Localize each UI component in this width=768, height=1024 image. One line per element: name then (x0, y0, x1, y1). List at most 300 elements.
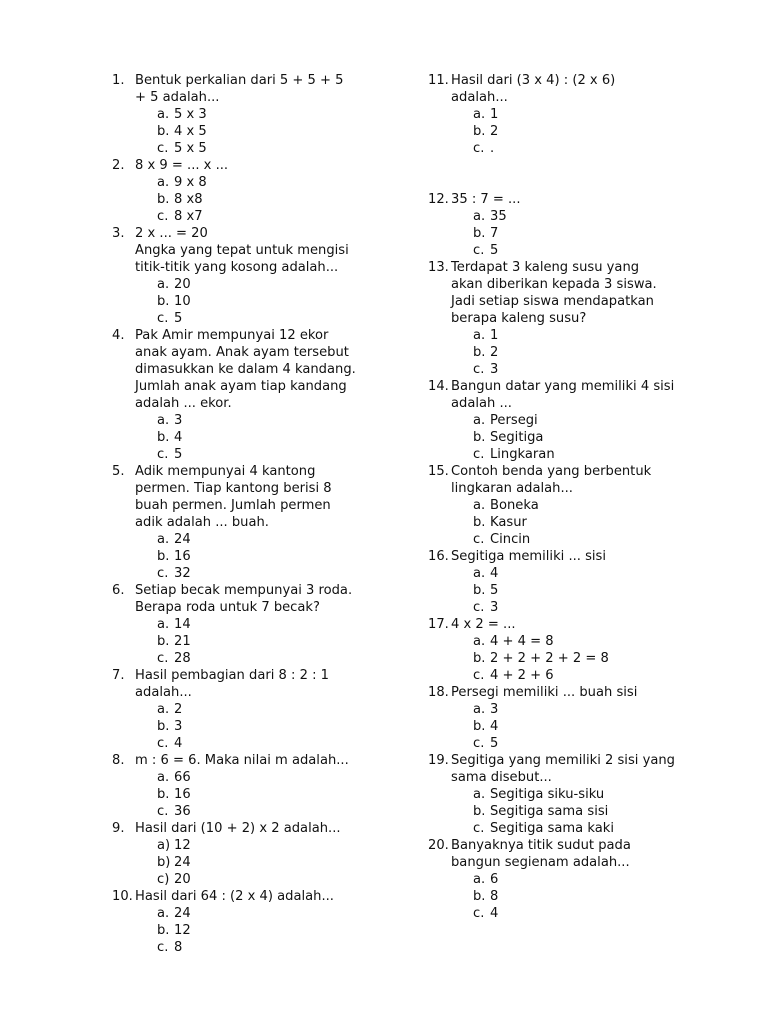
option-letter: b. (473, 651, 486, 666)
option-text: 5 x 3 (174, 107, 207, 122)
question-item (112, 327, 404, 463)
question-text-line: Hasil pembagian dari 8 : 2 : 1 (135, 668, 330, 683)
answer-options (473, 871, 728, 922)
answer-option (157, 633, 404, 650)
question-text-line: 4 x 2 = ... (451, 617, 516, 632)
option-letter: c. (473, 141, 485, 156)
option-text: 12 (174, 838, 191, 853)
question-number: 6. (112, 583, 125, 598)
option-text: 10 (174, 294, 191, 309)
answer-option (157, 565, 404, 582)
answer-option (473, 786, 728, 803)
question-text-line: Pak Amir mempunyai 12 ekor (135, 328, 329, 343)
question-number: 19. (428, 753, 449, 768)
question-text-line: Setiap becak mempunyai 3 roda. (135, 583, 353, 598)
option-letter: b. (473, 226, 486, 241)
question-stem (135, 582, 404, 616)
question-item (112, 752, 404, 820)
option-text: 9 x 8 (174, 175, 207, 190)
option-letter: a. (157, 413, 170, 428)
question-text-line: Bentuk perkalian dari 5 + 5 + 5 (135, 73, 344, 88)
answer-option (157, 106, 404, 123)
question-item (112, 820, 404, 888)
question-text-line: 2 x ... = 20 (135, 226, 208, 241)
question-stem (135, 667, 404, 701)
question-stem (451, 616, 728, 633)
option-letter: b. (473, 719, 486, 734)
question-stem (451, 72, 728, 106)
question-number: 14. (428, 379, 449, 394)
question-text-line: permen. Tiap kantong berisi 8 (135, 481, 332, 496)
answer-option (473, 514, 728, 531)
question-text-line: sama disebut... (451, 770, 552, 785)
option-text: 4 (174, 430, 183, 445)
question-number: 5. (112, 464, 125, 479)
option-letter: a. (157, 532, 170, 547)
answer-option (157, 718, 404, 735)
option-letter: c. (473, 532, 485, 547)
question-text-line: akan diberikan kepada 3 siswa. (451, 277, 657, 292)
question-item (112, 582, 404, 667)
option-text: 32 (174, 566, 191, 581)
option-letter: b. (473, 804, 486, 819)
option-text: Segitiga (490, 430, 544, 445)
option-text: 2 (490, 124, 499, 139)
answer-option (157, 854, 404, 871)
question-number: 13. (428, 260, 449, 275)
option-letter: c. (157, 804, 169, 819)
option-text: 3 (490, 702, 499, 717)
answer-option (157, 735, 404, 752)
answer-options (157, 412, 404, 463)
answer-option (157, 446, 404, 463)
question-item (112, 72, 404, 157)
option-letter: a. (157, 277, 170, 292)
option-text: 2 + 2 + 2 + 2 = 8 (490, 651, 609, 666)
option-text: 5 x 5 (174, 141, 207, 156)
option-letter: b. (473, 583, 486, 598)
question-stem (451, 463, 728, 497)
answer-option (473, 820, 728, 837)
option-text: 5 (174, 311, 183, 326)
question-item (428, 616, 728, 684)
answer-option (473, 633, 728, 650)
question-text-line: adalah ... (451, 396, 512, 411)
answer-option (157, 939, 404, 956)
option-text: 5 (490, 583, 499, 598)
option-letter: a. (157, 906, 170, 921)
option-text: 3 (490, 600, 499, 615)
right-column (428, 72, 728, 922)
option-text: 4 (490, 906, 499, 921)
question-text-line: dimasukkan ke dalam 4 kandang. (135, 362, 356, 377)
answer-option (473, 701, 728, 718)
question-text-line: Segitiga memiliki ... sisi (451, 549, 607, 564)
option-letter: a. (473, 107, 486, 122)
question-number: 11. (428, 73, 449, 88)
option-letter: a. (157, 770, 170, 785)
option-letter: c) (157, 872, 170, 887)
answer-option (157, 650, 404, 667)
option-text: 4 (490, 719, 499, 734)
question-text-line: adik adalah ... buah. (135, 515, 269, 530)
answer-option (157, 123, 404, 140)
option-text: 3 (490, 362, 499, 377)
option-text: Cincin (490, 532, 531, 547)
answer-option (157, 616, 404, 633)
answer-options (157, 616, 404, 667)
answer-option (157, 293, 404, 310)
option-letter: c. (473, 447, 485, 462)
option-letter: c. (157, 447, 169, 462)
answer-option (473, 803, 728, 820)
option-letter: a. (473, 787, 486, 802)
answer-option (157, 905, 404, 922)
option-letter: b. (157, 634, 170, 649)
option-text: 16 (174, 787, 191, 802)
option-letter: a. (473, 566, 486, 581)
left-column (112, 72, 404, 956)
option-letter: b. (157, 787, 170, 802)
option-text: 36 (174, 804, 191, 819)
question-text-line: bangun segienam adalah... (451, 855, 630, 870)
question-stem (135, 327, 404, 412)
answer-option (157, 174, 404, 191)
question-item (428, 752, 728, 837)
answer-option (473, 327, 728, 344)
option-text: Persegi (490, 413, 538, 428)
question-number: 3. (112, 226, 125, 241)
option-text: 4 (174, 736, 183, 751)
answer-option (473, 208, 728, 225)
answer-options (157, 174, 404, 225)
question-text-line: Terdapat 3 kaleng susu yang (451, 260, 640, 275)
option-text: 4 + 4 = 8 (490, 634, 554, 649)
option-text: 35 (490, 209, 507, 224)
answer-option (157, 922, 404, 939)
question-item (428, 837, 728, 922)
answer-option (157, 191, 404, 208)
answer-option (473, 429, 728, 446)
answer-option (473, 140, 728, 157)
question-text-line: Hasil dari 64 : (2 x 4) adalah... (135, 889, 334, 904)
answer-option (473, 446, 728, 463)
option-letter: c. (473, 600, 485, 615)
answer-options (157, 837, 404, 888)
option-text: 66 (174, 770, 191, 785)
option-letter: b. (473, 889, 486, 904)
answer-option (473, 225, 728, 242)
answer-option (473, 123, 728, 140)
question-stem (451, 752, 728, 786)
option-text: 16 (174, 549, 191, 564)
question-stem (451, 378, 728, 412)
option-text: 6 (490, 872, 499, 887)
answer-option (473, 497, 728, 514)
question-number: 15. (428, 464, 449, 479)
answer-options (157, 769, 404, 820)
option-letter: b. (473, 515, 486, 530)
question-text-line: anak ayam. Anak ayam tersebut (135, 345, 349, 360)
option-text: 7 (490, 226, 499, 241)
option-text: Segitiga sama sisi (490, 804, 609, 819)
question-item (428, 72, 728, 157)
option-letter: a. (157, 107, 170, 122)
question-item (428, 548, 728, 616)
answer-option (473, 582, 728, 599)
answer-option (473, 565, 728, 582)
question-text-line: m : 6 = 6. Maka nilai m adalah... (135, 753, 349, 768)
question-stem (135, 888, 404, 905)
option-letter: b. (157, 430, 170, 445)
answer-options (157, 276, 404, 327)
question-number: 16. (428, 549, 449, 564)
answer-option (157, 531, 404, 548)
answer-option (473, 106, 728, 123)
question-item (112, 157, 404, 225)
question-stem (135, 157, 404, 174)
answer-options (157, 531, 404, 582)
question-number: 18. (428, 685, 449, 700)
question-number: 4. (112, 328, 125, 343)
option-text: 2 (174, 702, 183, 717)
option-text: 24 (174, 532, 191, 547)
option-text: Kasur (490, 515, 527, 530)
question-stem (451, 191, 728, 208)
question-stem (135, 225, 404, 276)
option-text: Segitiga siku-siku (490, 787, 605, 802)
answer-option (157, 276, 404, 293)
question-item (428, 463, 728, 548)
option-text: 4 + 2 + 6 (490, 668, 554, 683)
question-item (428, 378, 728, 463)
answer-option (157, 803, 404, 820)
question-number: 2. (112, 158, 125, 173)
option-text: 24 (174, 906, 191, 921)
option-text: 8 (174, 940, 183, 955)
option-text: 4 (490, 566, 499, 581)
answer-options (473, 565, 728, 616)
answer-options (473, 208, 728, 259)
answer-options (157, 106, 404, 157)
option-text: Boneka (490, 498, 539, 513)
option-letter: c. (157, 736, 169, 751)
question-stem (135, 820, 404, 837)
answer-option (473, 667, 728, 684)
option-text: 5 (490, 243, 499, 258)
answer-options (157, 905, 404, 956)
answer-option (473, 905, 728, 922)
question-number: 17. (428, 617, 449, 632)
option-letter: a. (157, 175, 170, 190)
answer-option (473, 531, 728, 548)
option-letter: b. (157, 294, 170, 309)
option-letter: a. (473, 498, 486, 513)
question-text-line: lingkaran adalah... (451, 481, 573, 496)
question-number: 20. (428, 838, 449, 853)
option-letter: c. (157, 940, 169, 955)
option-letter: b. (473, 430, 486, 445)
option-letter: a. (473, 209, 486, 224)
question-text-line: Banyaknya titik sudut pada (451, 838, 631, 853)
answer-options (473, 106, 728, 157)
question-number: 8. (112, 753, 125, 768)
question-text-line: Persegi memiliki ... buah sisi (451, 685, 638, 700)
question-item (428, 684, 728, 752)
question-text-line: Berapa roda untuk 7 becak? (135, 600, 320, 615)
option-letter: c. (157, 651, 169, 666)
answer-option (473, 599, 728, 616)
question-text-line: titik-titik yang kosong adalah... (135, 260, 339, 275)
option-letter: c. (473, 736, 485, 751)
answer-option (157, 429, 404, 446)
option-text: 12 (174, 923, 191, 938)
option-text: Lingkaran (490, 447, 555, 462)
option-letter: c. (473, 821, 485, 836)
question-number: 1. (112, 73, 125, 88)
option-letter: c. (157, 141, 169, 156)
question-text-line: berapa kaleng susu? (451, 311, 587, 326)
option-letter: c. (157, 311, 169, 326)
question-text-line: Jadi setiap siswa mendapatkan (451, 294, 654, 309)
option-letter: a. (473, 872, 486, 887)
option-text: . (490, 141, 495, 156)
option-letter: b. (157, 719, 170, 734)
question-stem (135, 463, 404, 531)
question-text-line: adalah... (135, 685, 192, 700)
answer-option (473, 412, 728, 429)
option-text: 21 (174, 634, 191, 649)
option-letter: b. (157, 192, 170, 207)
question-text-line: 8 x 9 = ... x ... (135, 158, 229, 173)
answer-options (157, 701, 404, 752)
option-text: Segitiga sama kaki (490, 821, 614, 836)
question-text-line: adalah... (451, 90, 508, 105)
option-text: 24 (174, 855, 191, 870)
option-text: 28 (174, 651, 191, 666)
option-text: 8 x8 (174, 192, 203, 207)
answer-option (473, 735, 728, 752)
answer-options (473, 633, 728, 684)
question-text-line: buah permen. Jumlah permen (135, 498, 331, 513)
option-text: 1 (490, 107, 499, 122)
question-number: 10. (112, 889, 133, 904)
option-letter: a. (473, 702, 486, 717)
question-text-line: Hasil dari (3 x 4) : (2 x 6) (451, 73, 616, 88)
option-letter: a. (157, 617, 170, 632)
answer-option (157, 310, 404, 327)
answer-option (157, 548, 404, 565)
answer-options (473, 412, 728, 463)
question-text-line: Hasil dari (10 + 2) x 2 adalah... (135, 821, 341, 836)
question-item (112, 225, 404, 327)
question-number: 12. (428, 192, 449, 207)
answer-option (157, 208, 404, 225)
question-text-line: adalah ... ekor. (135, 396, 232, 411)
option-letter: b. (473, 345, 486, 360)
option-letter: a. (157, 702, 170, 717)
answer-option (473, 888, 728, 905)
option-letter: c. (473, 243, 485, 258)
answer-option (473, 718, 728, 735)
option-letter: a. (473, 634, 486, 649)
answer-option (157, 769, 404, 786)
option-letter: c. (473, 362, 485, 377)
question-item (428, 259, 728, 378)
question-stem (451, 259, 728, 327)
question-number: 7. (112, 668, 125, 683)
question-stem (135, 752, 404, 769)
option-text: 3 (174, 719, 183, 734)
question-item (112, 667, 404, 752)
question-stem (451, 684, 728, 701)
option-text: 4 x 5 (174, 124, 207, 139)
option-letter: c. (157, 566, 169, 581)
option-letter: b. (157, 549, 170, 564)
answer-option (157, 786, 404, 803)
option-letter: b. (157, 923, 170, 938)
answer-option (473, 344, 728, 361)
question-stem (451, 548, 728, 565)
option-letter: a) (157, 838, 171, 853)
answer-options (473, 701, 728, 752)
option-text: 14 (174, 617, 191, 632)
option-text: 20 (174, 872, 191, 887)
question-number: 9. (112, 821, 125, 836)
question-text-line: Contoh benda yang berbentuk (451, 464, 652, 479)
option-letter: a. (473, 413, 486, 428)
option-text: 3 (174, 413, 183, 428)
question-item (428, 191, 728, 259)
option-letter: c. (157, 209, 169, 224)
answer-option (157, 701, 404, 718)
answer-option (157, 871, 404, 888)
answer-options (473, 327, 728, 378)
option-text: 8 (490, 889, 499, 904)
option-letter: b. (157, 124, 170, 139)
question-text-line: Angka yang tepat untuk mengisi (135, 243, 349, 258)
answer-option (157, 837, 404, 854)
answer-options (473, 786, 728, 837)
option-letter: b. (473, 124, 486, 139)
question-text-line: Jumlah anak ayam tiap kandang (135, 379, 347, 394)
option-letter: c. (473, 906, 485, 921)
option-text: 5 (490, 736, 499, 751)
question-text-line: Adik mempunyai 4 kantong (135, 464, 316, 479)
answer-option (157, 412, 404, 429)
question-stem (135, 72, 404, 106)
question-item (112, 463, 404, 582)
question-text-line: + 5 adalah... (135, 90, 220, 105)
answer-option (157, 140, 404, 157)
question-text-line: Segitiga yang memiliki 2 sisi yang (451, 753, 675, 768)
question-stem (451, 837, 728, 871)
blank-gap (428, 157, 728, 191)
option-letter: c. (473, 668, 485, 683)
option-text: 8 x7 (174, 209, 203, 224)
option-letter: a. (473, 328, 486, 343)
answer-option (473, 650, 728, 667)
option-text: 5 (174, 447, 183, 462)
question-text-line: 35 : 7 = ... (451, 192, 521, 207)
option-text: 1 (490, 328, 499, 343)
answer-option (473, 242, 728, 259)
question-item (112, 888, 404, 956)
option-text: 20 (174, 277, 191, 292)
answer-option (473, 871, 728, 888)
option-text: 2 (490, 345, 499, 360)
question-text-line: Bangun datar yang memiliki 4 sisi (451, 379, 675, 394)
